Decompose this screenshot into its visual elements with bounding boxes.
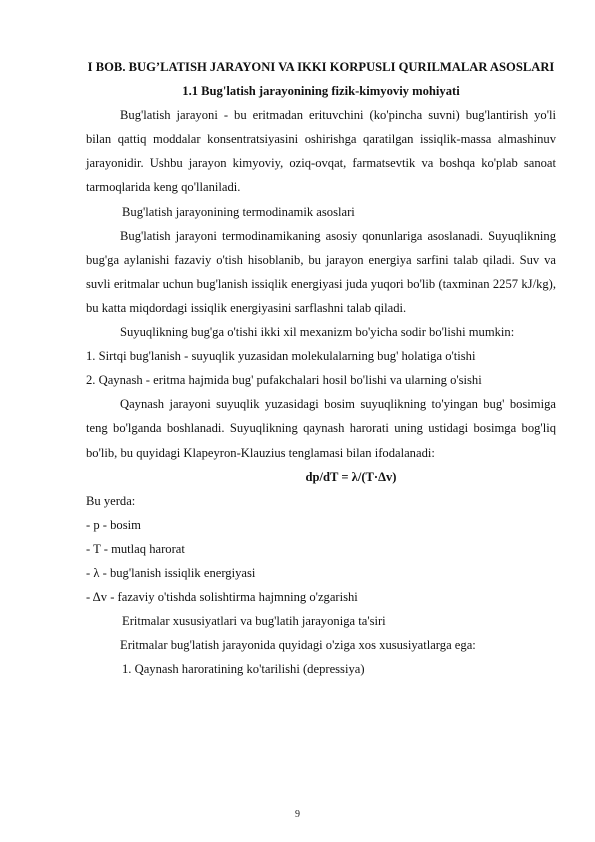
paragraph-mechanisms: Suyuqlikning bug'ga o'tishi ikki xil mexanizm bo'yicha sodir bo'lishi mumkin:	[120, 325, 515, 340]
definition-pressure: - p - bosim	[86, 517, 141, 532]
chapter-title: I BOB. BUG’LATISH JARAYONI VA IKKI KORPUSLI QURILMALAR ASOSLARI	[87, 60, 555, 74]
definition-volume: - Δv - fazaviy o'tishda solishtirma hajmning o'zgarishi	[86, 590, 358, 605]
paragraph-intro: Bug'latish jarayoni - bu eritmadan erituvchini (ko'pincha suvni) bug'lantirish yo'li bilan qattiq moddalar konsentratsiyasini oshirishga qaratilgan issiqlik-massa almashinuv jarayonidir. Ushbu jarayon kimyoviy, oziq-ovqat, farmatsevtik va boshqa ko'plab sanoat tarmoqlarida keng qo'llaniladi.	[86, 108, 556, 195]
subheading-thermodynamics: Bug'latish jarayonining termodinamik asoslari	[122, 204, 355, 219]
definition-temperature: - T - mutlaq harorat	[86, 541, 185, 556]
section-title: 1.1 Bug'latish jarayonining fizik-kimyoviy mohiyati	[182, 84, 460, 99]
page-number: 9	[295, 809, 300, 820]
paragraph-solution-properties: Eritmalar bug'latish jarayonida quyidagi o'ziga xos xususiyatlarga ega:	[120, 638, 476, 653]
document-page	[86, 55, 556, 681]
paragraph-thermodynamics: Bug'latish jarayoni termodinamikaning asosiy qonunlariga asoslanadi. Suyuqlikning bug'ga aylanishi fazaviy o'tish hisoblanib, bu jarayon energiya sarfini talab qiladi. Suv va suvli eritmalar uchun bug'lanish issiqlik energiyasi juda yuqori bo'lib (taxminan 2257 kJ/kg), bu katta miqdordagi issiqlik energiyasini sarflashni talab qiladi.	[86, 228, 556, 315]
paragraph-boiling: Qaynash jarayoni suyuqlik yuzasidagi bosim suyuqlikning to'yingan bug' bosimiga teng bo'lganda boshlanadi. Suyuqlikning qaynash harorati uning ustidagi bosimga bog'liq bo'lib, bu quyidagi Klapeyron-Klauzius tenglamasi bilan ifodalanadi:	[86, 397, 556, 460]
list-item-depression: 1. Qaynash haroratining ko'tarilishi (depressiya)	[122, 662, 365, 677]
definition-heat: - λ - bug'lanish issiqlik energiyasi	[86, 565, 256, 580]
list-item-surface-evaporation: 1. Sirtqi bug'lanish - suyuqlik yuzasidan molekulalarning bug' holatiga o'tishi	[86, 349, 476, 364]
list-item-boiling: 2. Qaynash - eritma hajmida bug' pufakchalari hosil bo'lishi va ularning o'sishi	[86, 373, 482, 388]
formula-clapeyron-clausius: dp/dT = λ/(T·Δv)	[305, 469, 397, 484]
subheading-solution-properties: Eritmalar xususiyatlari va bug'latih jarayoniga ta'siri	[122, 614, 386, 629]
definitions-heading: Bu yerda:	[86, 493, 136, 508]
